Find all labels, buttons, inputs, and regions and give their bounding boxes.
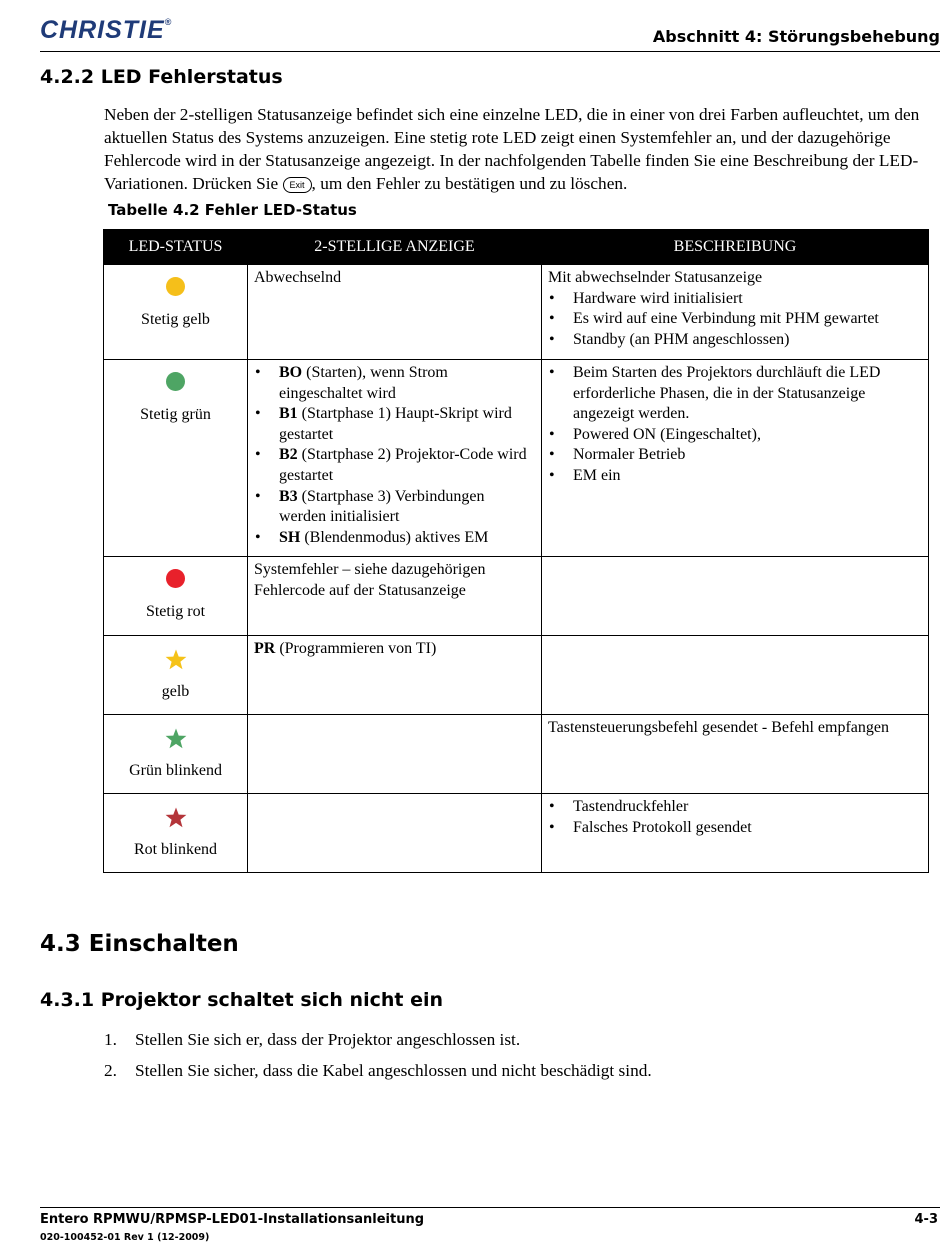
display-cell bbox=[248, 794, 542, 873]
list-item: • Hardware wird initialisiert bbox=[548, 289, 922, 310]
status-code: SH bbox=[279, 528, 301, 546]
step-text: Stellen Sie sicher, dass die Kabel angeschlossen und nicht beschädigt sind. bbox=[135, 1061, 652, 1080]
header-led-status: LED-STATUS bbox=[104, 230, 248, 265]
status-code-text: (Programmieren von TI) bbox=[275, 640, 437, 657]
led-status-label: Stetig grün bbox=[140, 406, 211, 423]
logo-text: CHRISTIE bbox=[40, 16, 165, 44]
red-dot-icon bbox=[166, 569, 185, 588]
description-list bbox=[548, 797, 922, 838]
footer-title: Entero RPMWU/RPMSP-LED01-Installationsanleitung bbox=[40, 1212, 425, 1227]
footer-rule bbox=[40, 1207, 940, 1208]
heading-einschalten: 4.3 Einschalten bbox=[40, 931, 239, 957]
display-text bbox=[254, 639, 535, 660]
intro-text: Neben der 2-stelligen Statusanzeige befindet sich eine einzelne LED, die in einer von drei Farben aufleuchtet, um den aktuellen Status des Systems anzuzeigen. Eine stetig rote LED zeigt einen Systemfehler an, und der dazugehörige Fehlercode wird in der Statusanzeige angezeigt. In der nachfolgenden Tabelle finden Sie eine Beschreibung der LED-Variationen. Drücken Sie bbox=[104, 105, 920, 193]
steps-list bbox=[104, 1028, 652, 1090]
header-display: 2-STELLIGE ANZEIGE bbox=[248, 230, 542, 265]
yellow-star-icon bbox=[164, 648, 188, 672]
intro-text-end: , um den Fehler zu bestätigen und zu löschen. bbox=[311, 174, 628, 193]
heading-led-fehlerstatus: 4.2.2 LED Fehlerstatus bbox=[40, 66, 283, 88]
table-row bbox=[104, 636, 929, 715]
intro-paragraph bbox=[104, 103, 944, 195]
display-cell bbox=[248, 557, 542, 636]
step-text: Stellen Sie sich er, dass der Projektor angeschlossen ist. bbox=[135, 1030, 521, 1049]
description-cell bbox=[542, 636, 929, 715]
status-code-text: (Starten), wenn Strom eingeschaltet wird bbox=[279, 364, 448, 402]
status-code-text: (Startphase 2) Projektor-Code wird gestartet bbox=[279, 446, 527, 484]
red-star-icon bbox=[164, 806, 188, 830]
led-status-table bbox=[103, 229, 929, 873]
list-item bbox=[104, 1059, 652, 1082]
led-status-label: Stetig gelb bbox=[141, 311, 210, 328]
led-status-cell bbox=[104, 794, 248, 873]
display-list bbox=[254, 363, 535, 548]
led-status-label: Rot blinkend bbox=[133, 841, 218, 858]
led-status-cell bbox=[104, 360, 248, 557]
section-label: Abschnitt 4: Störungsbehebung bbox=[652, 27, 940, 46]
list-item: • Tastendruckfehler bbox=[548, 797, 922, 818]
status-code: B1 bbox=[279, 405, 298, 423]
list-item: • Es wird auf eine Verbindung mit PHM gewartet bbox=[548, 309, 922, 330]
status-code: PR bbox=[254, 640, 276, 657]
led-status-label: gelb bbox=[161, 683, 190, 700]
table-row bbox=[104, 557, 929, 636]
table-row bbox=[104, 360, 929, 557]
table-header-row bbox=[104, 230, 929, 265]
list-item bbox=[104, 1028, 652, 1051]
step-number: 2. bbox=[104, 1061, 117, 1080]
list-item: • Powered ON (Eingeschaltet), bbox=[548, 425, 922, 446]
list-item bbox=[254, 404, 535, 445]
status-code: B2 bbox=[279, 446, 298, 464]
christie-logo bbox=[40, 16, 172, 45]
led-status-cell bbox=[104, 636, 248, 715]
green-dot-icon bbox=[166, 372, 185, 391]
led-status-cell bbox=[104, 715, 248, 794]
step-number: 1. bbox=[104, 1030, 117, 1049]
list-item: • EM ein bbox=[548, 466, 922, 487]
list-item bbox=[254, 528, 535, 549]
description-cell bbox=[542, 715, 929, 794]
description-cell bbox=[542, 265, 929, 360]
description-list bbox=[548, 363, 922, 487]
document-number: 020-100452-01 Rev 1 (12-2009) bbox=[40, 1232, 210, 1243]
display-cell bbox=[248, 715, 542, 794]
display-text: Abwechselnd bbox=[254, 269, 342, 286]
display-cell bbox=[248, 360, 542, 557]
logo-registered-mark: ® bbox=[164, 16, 173, 27]
led-status-cell bbox=[104, 557, 248, 636]
list-item: • Beim Starten des Projektors durchläuft die LED erforderliche Phasen, die in der Statusanzeige angezeigt werden. bbox=[548, 363, 922, 425]
status-code-text: (Blendenmodus) aktives EM bbox=[300, 528, 489, 546]
status-code: BO bbox=[279, 364, 303, 381]
led-status-cell bbox=[104, 265, 248, 360]
status-code-text: (Startphase 3) Verbindungen werden initialisiert bbox=[279, 487, 485, 526]
page-number: 4-3 bbox=[914, 1212, 938, 1227]
list-item bbox=[254, 487, 535, 528]
description-cell bbox=[542, 794, 929, 873]
description-list bbox=[548, 289, 922, 351]
description-text: Mit abwechselnder Statusanzeige bbox=[548, 269, 763, 286]
description-cell bbox=[542, 557, 929, 636]
list-item: • Normaler Betrieb bbox=[548, 445, 922, 466]
list-item: • Standby (an PHM angeschlossen) bbox=[548, 330, 922, 351]
green-star-icon bbox=[164, 727, 188, 751]
status-code-text: (Startphase 1) Haupt-Skript wird gestartet bbox=[279, 405, 512, 443]
led-status-label: Grün blinkend bbox=[129, 762, 222, 779]
table-row bbox=[104, 794, 929, 873]
heading-projektor-schaltet-nicht-ein: 4.3.1 Projektor schaltet sich nicht ein bbox=[40, 989, 443, 1011]
display-cell bbox=[248, 265, 542, 360]
display-cell bbox=[248, 636, 542, 715]
table-row bbox=[104, 715, 929, 794]
header-rule bbox=[40, 51, 940, 52]
list-item bbox=[254, 445, 535, 486]
list-item bbox=[254, 363, 535, 404]
exit-key-icon: Exit bbox=[283, 177, 312, 193]
led-status-label: Stetig rot bbox=[145, 603, 206, 620]
display-text: Systemfehler – siehe dazugehörigen Fehlercode auf der Statusanzeige bbox=[254, 561, 486, 599]
yellow-dot-icon bbox=[166, 277, 185, 296]
table-row bbox=[104, 265, 929, 360]
list-item: • Falsches Protokoll gesendet bbox=[548, 818, 922, 839]
status-code: B3 bbox=[279, 487, 298, 505]
table-caption: Tabelle 4.2 Fehler LED-Status bbox=[108, 201, 357, 219]
header-description: BESCHREIBUNG bbox=[542, 230, 929, 265]
description-cell bbox=[542, 360, 929, 557]
description-text: Tastensteuerungsbefehl gesendet - Befehl empfangen bbox=[548, 719, 889, 736]
